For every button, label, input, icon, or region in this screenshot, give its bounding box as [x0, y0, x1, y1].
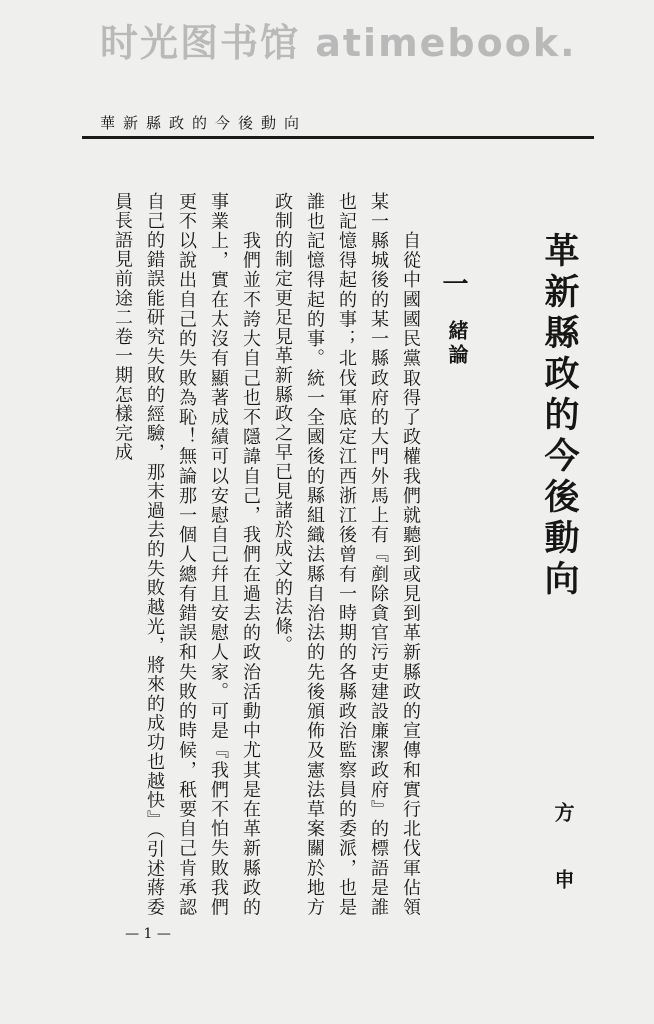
- article-body: [82, 192, 426, 917]
- watermark: 时光图书馆 atimebook.: [100, 21, 577, 65]
- running-header: 華新縣政的今後動向: [99, 114, 307, 132]
- paragraph: 我們並不誇大自己也不隱諱自己，我們在過去的政治活動中尤其是在革新縣政的事業上，實在太沒有顯著成績可以安慰自己幷且安慰人家。可是『我們不怕失敗我們更不以說出自己的失敗為恥！無論那一個人總有錯誤和失敗的時候，秖要自己肯承認自己的錯誤能研究失敗的經驗，那末過去的失敗越光，將來的成功也越快』（引述蔣委員長語見前途二卷一期怎樣完成: [112, 192, 261, 917]
- paragraph: 自從中國國民黨取得了政權我們就聽到或見到革新縣政的宣傳和實行北伐軍佔領某一縣城後的某一縣政府的大門外馬上有『剷除貪官污吏建設廉潔政府』的標語是誰也記憶得起的事；北伐軍底定江西浙江後曾有一時期的各縣政治監察員的委派，也是誰也記憶得起的事。統一全國後的縣組織法縣自治法的先後頒佈及憲法草案關於地方政制的制定更足見革新縣政之早已見諸於成文的法條。: [272, 192, 421, 917]
- section-title: 緒論: [445, 320, 469, 368]
- author-name: 方 申: [551, 802, 575, 909]
- article-title: 革新縣政的今後動向: [539, 232, 580, 601]
- section-number: 一: [438, 270, 468, 296]
- page-number: — 1 —: [125, 926, 171, 942]
- header-rule: [82, 136, 594, 139]
